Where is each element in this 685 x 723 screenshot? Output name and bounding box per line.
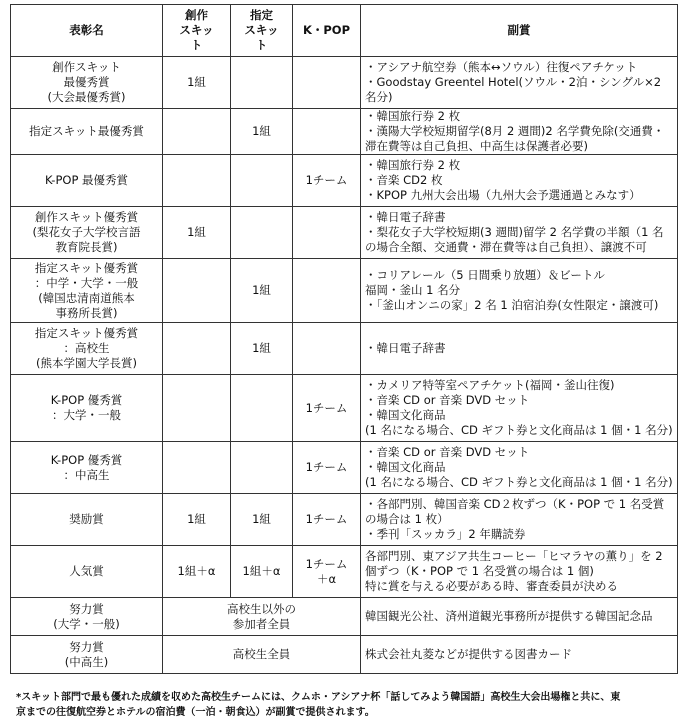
- header-creative-skit: 創作 スキッ ト: [163, 5, 231, 57]
- award-name-line: ：高校生: [63, 341, 110, 355]
- creative-cell: [163, 442, 231, 494]
- header-kpop: K・POP: [293, 5, 361, 57]
- prize-cell: [361, 57, 678, 109]
- designated-cell: 1組: [231, 323, 293, 375]
- award-name-line: 指定スキット最優秀賞: [29, 124, 144, 138]
- table-row: [11, 109, 678, 155]
- table-row: [11, 636, 678, 674]
- prize-line: ・Goodstay Greentel Hotel(ソウル・2泊・シングル×2: [365, 75, 662, 89]
- prize-line: ・韓国旅行券 2 枚: [365, 109, 461, 123]
- prize-line: ・音楽 CD or 音楽 DVD セット: [365, 393, 530, 407]
- creative-cell: [163, 323, 231, 375]
- prize-line: 株式会社丸菱などが提供する図書カード: [365, 647, 572, 661]
- award-name-cell: [11, 155, 163, 207]
- footnote-line: *スキット部門で最も優れた成績を収めた高校生チームには、クムホ・アシアナ杯「話してみよう韓国語」高校生大会出場権と共に、東: [16, 692, 621, 703]
- prize-line: ・韓日電子辞書: [365, 341, 446, 355]
- designated-cell: [231, 57, 293, 109]
- award-name-line: 事務所長賞): [55, 305, 118, 320]
- header-designated-skit: 指定 スキッ ト: [231, 5, 293, 57]
- kpop-cell: [293, 546, 361, 598]
- prize-cell: [361, 155, 678, 207]
- prize-line: ・カメリア特等室ペアチケット(福岡・釜山往復): [365, 378, 615, 392]
- table-row: [11, 375, 678, 442]
- award-name-cell: [11, 546, 163, 598]
- award-name-line: (大会最優秀賞): [47, 90, 126, 104]
- award-name-line: 努力賞: [69, 639, 104, 654]
- prize-cell: [361, 442, 678, 494]
- award-name-cell: [11, 494, 163, 546]
- creative-cell: [163, 109, 231, 155]
- header-row: [11, 5, 678, 57]
- award-name-line: (韓国忠清南道熊本: [38, 290, 135, 305]
- kpop-cell: 1チーム: [293, 442, 361, 494]
- prize-line: 特に賞を与える必要がある時、審査委員が決める: [365, 579, 618, 593]
- award-name-cell: [11, 57, 163, 109]
- table-row: [11, 259, 678, 323]
- prize-line: 個ずつ（K・POP で 1 名受賞の場合は 1 個): [365, 564, 594, 578]
- designated-cell: 1組: [231, 494, 293, 546]
- awards-table: [10, 4, 678, 674]
- prize-line: 滞在費等は自己負担、中高生は保護者必要): [365, 139, 588, 153]
- merged-category-line: 参加者全員: [232, 616, 291, 631]
- award-name-line: K-POP 優秀賞: [50, 393, 123, 407]
- table-row: [11, 598, 678, 636]
- award-name-cell: [11, 323, 163, 375]
- prize-cell: [361, 598, 678, 636]
- award-name-cell: [11, 636, 163, 674]
- prize-cell: [361, 259, 678, 323]
- prize-line: ・KPOP 九州大会出場（九州大会予選通過とみなす）: [365, 188, 641, 202]
- prize-line: ・梨花女子大学校短期(3 週間)留学 2 名学費の半額（1 名: [365, 225, 664, 239]
- award-name-cell: [11, 109, 163, 155]
- award-name-cell: [11, 375, 163, 442]
- kpop-cell: [293, 57, 361, 109]
- creative-cell: 1組＋α: [163, 546, 231, 598]
- award-name-line: (中高生): [64, 654, 109, 669]
- prize-line: ・コリアレール（5 日間乗り放題）＆ビートル: [365, 268, 605, 282]
- designated-cell: [231, 442, 293, 494]
- award-name-line: ：中高生: [63, 467, 110, 482]
- footnote: [16, 690, 676, 720]
- prize-line: ・韓日電子辞書: [365, 210, 446, 224]
- prize-line: ・季刊「スッカラ」2 年購読券: [365, 527, 526, 541]
- award-name-line: 教育院長賞): [55, 240, 118, 254]
- creative-cell: 1組: [163, 494, 231, 546]
- award-name-line: 最優秀賞: [63, 75, 110, 89]
- creative-cell: [163, 375, 231, 442]
- kpop-cell: 1チーム: [293, 375, 361, 442]
- kpop-cell: 1チーム: [293, 155, 361, 207]
- designated-cell: [231, 207, 293, 259]
- designated-cell: [231, 375, 293, 442]
- creative-cell: 1組: [163, 207, 231, 259]
- kpop-cell: [293, 109, 361, 155]
- prize-line: ・各部門別、韓国音楽 CD２枚ずつ（K・POP で 1 名受賞: [365, 497, 665, 511]
- kpop-line: 1チーム: [305, 556, 348, 571]
- award-name-cell: [11, 259, 163, 323]
- award-name-line: ：大学・一般: [52, 408, 121, 422]
- award-name-line: 努力賞: [69, 601, 104, 616]
- merged-category-line: 高校生以外の: [227, 601, 296, 616]
- table-row: [11, 442, 678, 494]
- prize-line: ・韓国文化商品: [365, 408, 446, 422]
- prize-cell: [361, 494, 678, 546]
- designated-cell: [231, 155, 293, 207]
- award-name-line: K-POP 優秀賞: [50, 452, 123, 467]
- award-name-line: (大学・一般): [53, 616, 120, 631]
- prize-line: ・音楽 CD or 音楽 DVD セット: [365, 445, 530, 459]
- award-name-line: K-POP 最優秀賞: [44, 173, 129, 187]
- kpop-cell: 1チーム: [293, 494, 361, 546]
- prize-line: (1 名になる場合、CD ギフト券と文化商品は 1 個・1 名分): [365, 423, 673, 437]
- prize-line: ・韓国旅行券 2 枚: [365, 158, 461, 172]
- award-name-cell: [11, 442, 163, 494]
- prize-cell: [361, 375, 678, 442]
- creative-cell: [163, 259, 231, 323]
- award-name-line: 指定スキット優秀賞: [34, 326, 139, 340]
- kpop-cell: [293, 323, 361, 375]
- prize-line: 韓国観光公社、済州道観光事務所が提供する韓国記念品: [365, 609, 653, 623]
- merged-category-cell: [163, 598, 361, 636]
- kpop-line: ＋α: [316, 571, 337, 586]
- table-row: [11, 207, 678, 259]
- award-name-line: 創作スキット: [52, 60, 121, 74]
- prize-line: ・音楽 CD2 枚: [365, 173, 443, 187]
- prize-cell: [361, 636, 678, 674]
- table-row: [11, 546, 678, 598]
- kpop-cell: [293, 207, 361, 259]
- merged-category-cell: [163, 636, 361, 674]
- award-name-line: 指定スキット優秀賞: [34, 260, 139, 275]
- designated-cell: 1組: [231, 259, 293, 323]
- kpop-cell: [293, 259, 361, 323]
- designated-cell: 1組＋α: [231, 546, 293, 598]
- prize-cell: [361, 546, 678, 598]
- prize-line: 名分): [365, 90, 393, 104]
- prize-line: 各部門別、東アジア共生コーヒー「ヒマラヤの薫り」を 2: [365, 549, 663, 563]
- award-name-line: 創作スキット優秀賞: [34, 210, 139, 224]
- prize-cell: [361, 109, 678, 155]
- award-name-line: 奨励賞: [69, 512, 104, 526]
- prize-line: の場合は 1 枚）: [365, 512, 449, 526]
- prize-cell: [361, 323, 678, 375]
- table-row: [11, 155, 678, 207]
- creative-cell: [163, 155, 231, 207]
- award-name-cell: [11, 598, 163, 636]
- prize-line: ・韓国文化商品: [365, 460, 446, 474]
- prize-line: ・漢陽大学校短期留学(8月 2 週間)2 名学費免除(交通費・: [365, 124, 665, 138]
- award-name-line: 人気賞: [69, 564, 104, 578]
- header-award-name: 表彰名: [11, 5, 163, 57]
- header-prize: 副賞: [361, 5, 678, 57]
- prize-line: ・アシアナ航空券（熊本↔ソウル）往復ペアチケット: [365, 60, 638, 74]
- prize-line: ・「釜山オンニの家」2 名 1 泊宿泊券(女性限定・譲渡可): [365, 298, 659, 312]
- creative-cell: 1組: [163, 57, 231, 109]
- table-row: [11, 57, 678, 109]
- table-row: [11, 323, 678, 375]
- designated-cell: 1組: [231, 109, 293, 155]
- award-name-line: (梨花女子大学校言語: [32, 225, 141, 239]
- award-name-cell: [11, 207, 163, 259]
- prize-line: の場合全額、交通費・滞在費等は自己負担）、譲渡不可: [365, 240, 647, 254]
- award-name-line: (熊本学園大学長賞): [36, 356, 137, 370]
- footnote-line: 京までの往復航空券とホテルの宿泊費（一泊・朝食込）が副賞で提供されます。: [16, 707, 375, 718]
- awards-table-container: [10, 4, 677, 674]
- prize-cell: [361, 207, 678, 259]
- table-row: [11, 494, 678, 546]
- prize-line: (1 名になる場合、CD ギフト券と文化商品は 1 個・1 名分): [365, 475, 673, 489]
- prize-line: 福岡・釜山 1 名分: [365, 283, 461, 297]
- merged-category-line: 高校生全員: [232, 647, 291, 661]
- award-name-line: ：中学・大学・一般: [34, 275, 139, 290]
